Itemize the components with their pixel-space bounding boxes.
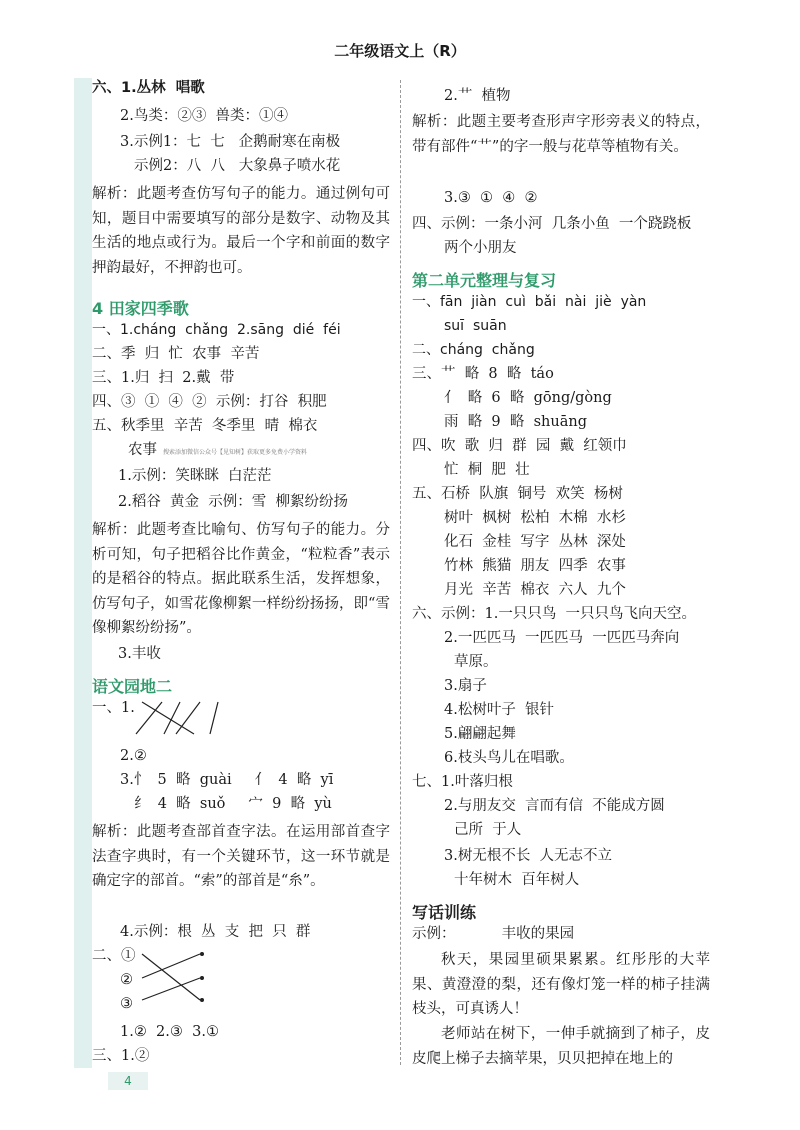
r-line13: 五、石桥 队旗 铜号 欢笑 杨树: [412, 486, 623, 502]
r-line9: 亻 略 6 略 gōng/gòng: [444, 390, 612, 406]
r-line22: 4.松树叶子 银针: [444, 702, 555, 718]
s4-line5: 五、秋季里 辛苦 冬季里 晴 棉衣: [92, 418, 318, 434]
r-line28: 3.树无根不长 人无志不立: [444, 848, 613, 864]
r-line6: suī suān: [444, 318, 507, 334]
r-line8: 三、艹 略 8 略 táo: [412, 366, 554, 382]
y-line6: 二、①: [92, 948, 136, 964]
r-line19: 2.一匹匹马 一匹匹马 一匹匹马奔向: [444, 630, 680, 646]
s4-line7: 1.示例：笑眯眯 白茫茫: [118, 468, 272, 484]
r-line12: 忙 桐 肥 壮: [444, 462, 530, 478]
y-line5: 4.示例：根 丛 支 把 只 群: [120, 924, 311, 940]
r-line2: 3.③ ① ④ ②: [444, 190, 538, 206]
r-line4: 两个小朋友: [444, 240, 517, 256]
y-line3: 3.忄 5 略 guài 亻 4 略 yī: [120, 772, 334, 788]
r-line20: 草原。: [454, 654, 498, 670]
r-line29: 十年树木 百年树人: [454, 872, 580, 888]
analysis-1: 解析：此题考查仿写句子的能力。通过例句可知，题目中需要填写的部分是数字、动物及其生活的地点或行为。最后一个字和前面的数字押韵最好，不押韵也可。: [92, 186, 390, 276]
q6-line4: 示例2：八 八 大象鼻子喷水花: [134, 158, 341, 174]
q6-line3: 3.示例1：七 七 企鹅耐寒在南极: [120, 134, 341, 150]
r-line30: 示例： 丰收的果园: [412, 926, 575, 942]
r-line11: 四、吹 歌 归 群 园 戴 红领巾: [412, 438, 627, 454]
r-line5: 一、fān jiàn cuì bǎi nài jiè yàn: [412, 294, 647, 310]
s4-line1: 一、1.cháng chǎng 2.sāng dié féi: [92, 322, 341, 338]
analysis-4: 解析：此题主要考查形声字形旁表义的特点，带有部件“艹”的字一般与花草等植物有关。: [412, 114, 710, 155]
analysis-2: 解析：此题考查比喻句、仿写句子的能力。分析可知，句子把稻谷比作黄金，“粒粒香”表示的是稻谷的特点。据此联系生活，发挥想象，仿写句子，如雪花像柳絮一样纷纷扬扬，即“雪像柳絮纷纷扬”。: [92, 522, 390, 636]
r-line10: 雨 略 9 略 shuāng: [444, 414, 587, 430]
s4-line9: 3.丰收: [118, 646, 161, 662]
r-line26: 2.与朋友交 言而有信 不能成方圆: [444, 798, 665, 814]
y-line4: 纟 4 略 suǒ 宀 9 略 yù: [134, 796, 332, 812]
s4-line4: 四、③ ① ④ ② 示例：打谷 积肥: [92, 394, 327, 410]
r-line3: 四、示例：一条小河 几条小鱼 一个跷跷板: [412, 216, 692, 232]
section-writing-title: 写话训练: [412, 903, 477, 922]
r-line24: 6.枝头鸟儿在唱歌。: [444, 750, 574, 766]
y-line1: 一、1.: [92, 700, 135, 716]
section-review-title: 第二单元整理与复习: [412, 271, 557, 290]
r-line25: 七、1.叶落归根: [412, 774, 513, 790]
q6-line2: 2.鸟类：②③ 兽类：①④: [120, 108, 289, 124]
side-bar-decoration: [74, 78, 92, 1068]
r-line14: 树叶 枫树 松柏 木棉 水杉: [444, 510, 626, 526]
r-line16: 竹林 熊猫 朋友 四季 农事: [444, 558, 626, 574]
matching-lines-2: [140, 952, 210, 1008]
q6-line1: 六、1.丛林 唱歌: [92, 80, 205, 96]
r-line1: 2.艹 植物: [444, 88, 511, 104]
r-line21: 3.扇子: [444, 678, 487, 694]
r-line27: 己所 于人: [454, 822, 522, 838]
s4-line2: 二、季 归 忙 农事 辛苦: [92, 346, 260, 362]
r-line23: 5.翩翩起舞: [444, 726, 516, 742]
y-line10: 三、1.②: [92, 1048, 150, 1064]
r-line15: 化石 金桂 写字 丛林 深处: [444, 534, 626, 550]
matching-lines-1: [128, 698, 228, 740]
s4-line8: 2.稻谷 黄金 示例：雪 柳絮纷纷扬: [118, 494, 348, 510]
page-header: 二年级语文上（R）: [334, 42, 466, 60]
r-line17: 月光 辛苦 棉衣 六人 九个: [444, 582, 626, 598]
y-line8: ③: [120, 996, 133, 1012]
page-number: 4: [108, 1072, 148, 1090]
analysis-3: 解析：此题考查部首查字法。在运用部首查字法查字典时，有一个关键环节，这一环节就是确定字的部首。“索”的部首是“糸”。: [92, 824, 390, 889]
writing-para-1: 秋天，果园里硕果累累。红彤彤的大苹果、黄澄澄的梨，还有像灯笼一样的柿子挂满枝头，可真诱人！: [412, 952, 710, 1017]
y-line7: ②: [120, 972, 133, 988]
column-divider: [400, 80, 401, 1065]
y-line2: 2.②: [120, 748, 147, 764]
y-line9: 1.② 2.③ 3.①: [120, 1024, 219, 1040]
section-yuwen-title: 语文园地二: [92, 677, 173, 696]
s4-line6: 农事 搜索添加微信公众号【见知树】获取更多免费小学资料: [128, 442, 308, 458]
writing-para-2: 老师站在树下，一伸手就摘到了柿子，皮皮爬上梯子去摘苹果，贝贝把掉在地上的: [412, 1026, 710, 1067]
r-line7: 二、cháng chǎng: [412, 342, 535, 358]
r-line18: 六、示例：1.一只只鸟 一只只鸟飞向天空。: [412, 606, 697, 622]
section-4-title: 4 田家四季歌: [92, 299, 189, 318]
s4-line3: 三、1.归 扫 2.戴 带: [92, 370, 235, 386]
